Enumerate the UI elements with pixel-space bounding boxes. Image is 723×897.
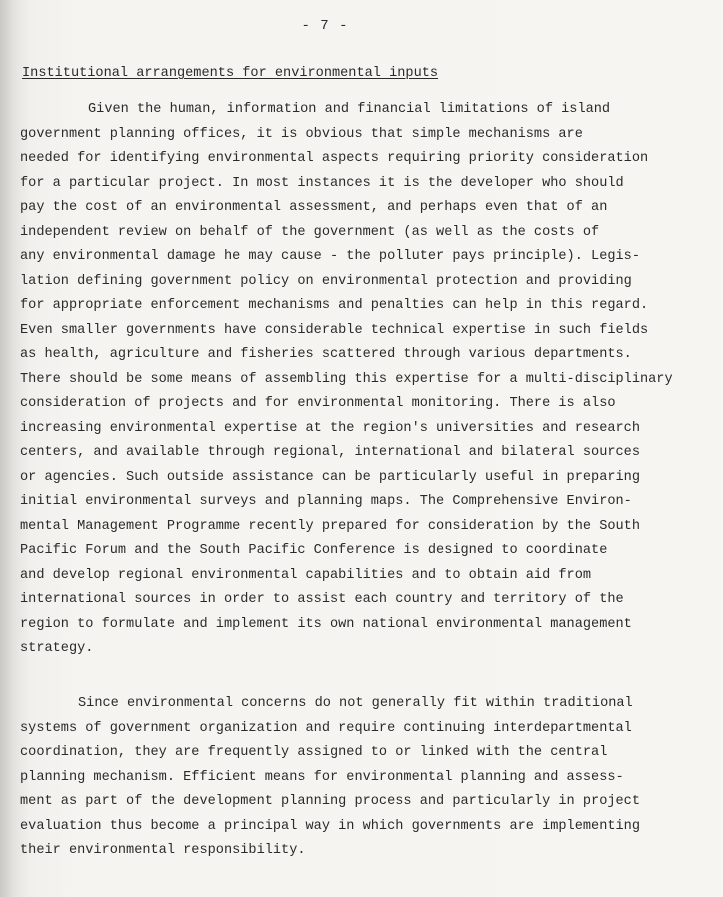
- text-line: centers, and available through regional, international and bilateral sources: [20, 445, 640, 460]
- text-line: increasing environmental expertise at the region's universities and research: [20, 420, 640, 436]
- text-line: strategy.: [20, 641, 94, 656]
- text-line: ment as part of the development planning process and particularly in project: [20, 794, 640, 809]
- text-line: government planning offices, it is obvious that simple mechanisms are: [20, 126, 583, 142]
- text-line: their environmental responsibility.: [20, 843, 306, 858]
- text-line: mental Management Programme recently prepared for consideration by the South: [20, 518, 640, 534]
- text-line: initial environmental surveys and planning maps. The Comprehensive Environ-: [20, 494, 632, 509]
- text-line: Pacific Forum and the South Pacific Conference is designed to coordinate: [20, 543, 608, 558]
- text-line: needed for identifying environmental aspects requiring priority consideration: [20, 151, 649, 166]
- text-line: evaluation thus become a principal way in which governments are implementing: [20, 818, 640, 834]
- section-heading: Institutional arrangements for environmental inputs: [22, 66, 439, 81]
- text-line: for a particular project. In most instances it is the developer who should: [20, 175, 624, 191]
- text-line: lation defining government policy on environmental protection and providing: [20, 273, 632, 289]
- text-line: any environmental damage he may cause - the polluter pays principle). Legis-: [20, 249, 640, 264]
- text-line: or agencies. Such outside assistance can be particularly useful in preparing: [20, 469, 640, 485]
- text-line: There should be some means of assembling this expertise for a multi-disciplinary: [20, 371, 673, 387]
- text-line: Since environmental concerns do not generally fit within traditional: [78, 696, 633, 711]
- text-line: systems of government organization and require continuing interdepartmental: [20, 720, 632, 736]
- text-line: as health, agriculture and fisheries scattered through various departments.: [20, 347, 632, 362]
- page-number: - 7 -: [301, 18, 349, 34]
- text-line: Even smaller governments have considerable technical expertise in such fields: [20, 322, 649, 338]
- text-line: international sources in order to assist each country and territory of the: [20, 592, 624, 607]
- text-line: region to formulate and implement its own national environmental management: [20, 616, 632, 632]
- text-line: consideration of projects and for environmental monitoring. There is also: [20, 396, 616, 411]
- text-line: planning mechanism. Efficient means for environmental planning and assess-: [20, 769, 624, 785]
- paragraph-2: [20, 692, 700, 864]
- text-line: independent review on behalf of the government (as well as the costs of: [20, 224, 600, 240]
- text-line: and develop regional environmental capabilities and to obtain aid from: [20, 567, 592, 583]
- text-line: coordination, they are frequently assigned to or linked with the central: [20, 745, 608, 760]
- text-line: for appropriate enforcement mechanisms and penalties can help in this regard.: [20, 298, 649, 313]
- paragraph-1: [20, 98, 700, 662]
- text-line: pay the cost of an environmental assessment, and perhaps even that of an: [20, 200, 608, 215]
- text-line: Given the human, information and financial limitations of island: [88, 102, 611, 117]
